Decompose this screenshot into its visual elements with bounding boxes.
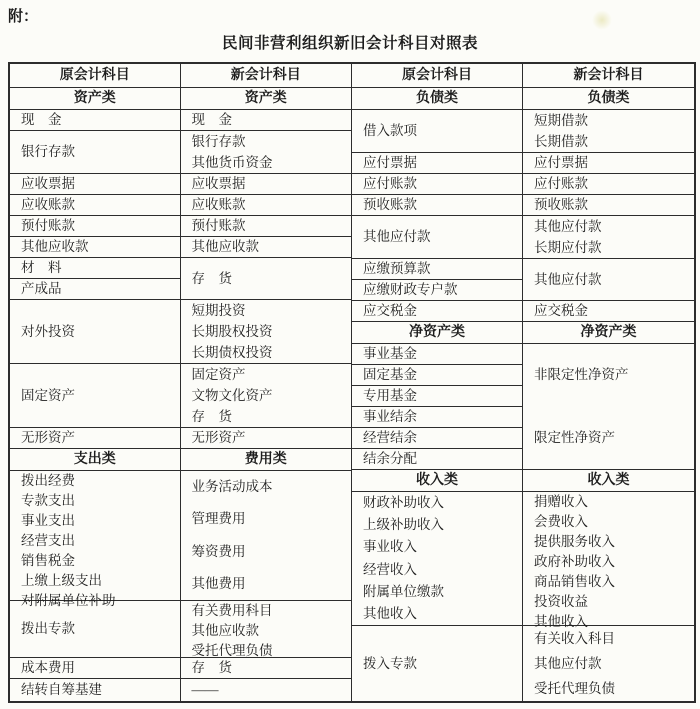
subject-text: 其他应付款 [363, 229, 431, 244]
new-category-cell [523, 322, 694, 343]
old-subject-cell [352, 174, 523, 194]
subject-text: 经营结余 [363, 430, 417, 445]
table-row [10, 679, 351, 701]
old-subject-header [352, 64, 523, 87]
subject-text: 其他费用 [191, 575, 246, 591]
subject-text: 其他应付款 [534, 271, 602, 287]
subject-text: 文物文化资产 [191, 387, 273, 403]
subject-text: 其他收入 [363, 605, 417, 621]
category-label: 净资产类 [580, 324, 637, 340]
table-row [10, 174, 351, 195]
category-row-net-assets [352, 322, 694, 344]
subject-text: 预付账款 [191, 218, 246, 233]
category-row-assets [10, 88, 351, 110]
header-row [10, 64, 351, 88]
new-subject-cell [181, 216, 352, 236]
old-subject-cell [10, 679, 181, 701]
new-subject-cell [181, 658, 352, 678]
new-subject-cell [523, 110, 694, 152]
subject-text: 非限定性净资产 [534, 367, 629, 383]
table-row [10, 300, 351, 364]
new-subject-cell [523, 259, 694, 300]
old-subject-cell [10, 364, 181, 427]
old-subject-cell [352, 153, 523, 173]
old-subject-cell [352, 386, 522, 407]
old-subject-cell [10, 216, 181, 236]
subject-text: 筹资费用 [191, 543, 246, 559]
table-row [10, 110, 351, 131]
old-subject-cell [10, 131, 181, 173]
subject-text: 应缴财政专户款 [363, 282, 458, 297]
old-subject-group [352, 344, 523, 469]
subject-text: 商品销售收入 [534, 574, 615, 589]
subject-text: 其他应付款 [534, 655, 602, 671]
new-subject-cell [181, 679, 352, 701]
subject-text: 短期借款 [534, 112, 588, 128]
new-subject-cell [523, 344, 694, 469]
old-subject-cell [352, 280, 522, 300]
new-subject-cell [181, 131, 352, 173]
old-subject-cell [10, 471, 181, 608]
subject-text: 固定资产 [21, 387, 75, 403]
right-table-half [352, 64, 694, 701]
category-label: 负债类 [587, 90, 630, 106]
old-subject-cell [10, 195, 181, 215]
new-subject-cell [181, 428, 352, 448]
subject-text: 受托代理负债 [534, 680, 615, 696]
old-subject-cell [352, 110, 523, 152]
subject-text: 专款支出 [21, 493, 75, 508]
old-category-cell [352, 470, 523, 491]
old-category-cell [352, 322, 523, 343]
new-subject-cell [523, 492, 694, 629]
category-label: 收入类 [587, 472, 630, 488]
table-row [352, 110, 694, 153]
category-label: 净资产类 [409, 324, 465, 340]
subject-text: 应收票据 [191, 176, 246, 191]
scan-smudge [592, 10, 612, 30]
subject-text: 经营支出 [21, 533, 75, 548]
old-category-cell [10, 88, 181, 109]
old-subject-header [10, 64, 181, 87]
subject-text: 事业基金 [363, 346, 417, 361]
subject-text: 事业收入 [363, 539, 417, 555]
subject-text: 应收账款 [21, 197, 75, 212]
left-table-half [10, 64, 352, 701]
table-row [10, 428, 351, 449]
old-subject-cell [352, 301, 523, 321]
old-subject-cell [352, 492, 523, 625]
header-row [352, 64, 694, 88]
table-row [10, 237, 351, 258]
subject-text: 其他应付款 [534, 218, 602, 234]
subject-text: 财政补助收入 [363, 495, 444, 511]
table-row [352, 195, 694, 216]
subject-text: 成本费用 [21, 660, 75, 675]
subject-text: 销售税金 [21, 553, 75, 568]
table-row [10, 658, 351, 679]
header-label: 原会计科目 [59, 67, 130, 83]
table-row [10, 471, 351, 608]
subject-text: 专用基金 [363, 388, 417, 403]
subject-text: 其他货币资金 [191, 154, 273, 170]
category-label: 支出类 [73, 451, 116, 467]
table-row [352, 174, 694, 195]
old-subject-cell [352, 259, 522, 280]
subject-text: 上级补助收入 [363, 517, 444, 533]
table-row [352, 492, 694, 629]
subject-text: 其他收入 [534, 614, 588, 629]
new-subject-cell [181, 471, 352, 600]
subject-text: 应付票据 [363, 155, 417, 170]
old-subject-group [10, 258, 181, 299]
new-subject-cell [523, 195, 694, 215]
subject-text: 预付账款 [21, 218, 75, 233]
old-subject-cell [10, 300, 181, 363]
old-subject-cell [10, 174, 181, 194]
subject-text: 受托代理负债 [191, 643, 273, 658]
table-row [10, 601, 351, 658]
subject-text: 拨出经费 [21, 473, 75, 488]
new-subject-cell [181, 174, 352, 194]
subject-text: 事业支出 [21, 513, 75, 528]
subject-text: 限定性净资产 [534, 429, 615, 445]
subject-text: 会费收入 [534, 514, 588, 529]
subject-text: 预收账款 [534, 197, 588, 212]
new-category-cell [181, 88, 352, 109]
subject-text: 应付票据 [534, 155, 588, 170]
subject-text: 现 金 [191, 112, 232, 127]
subject-text: 存 货 [191, 660, 232, 675]
subject-text: 长期股权投资 [191, 323, 273, 339]
subject-text: 无形资产 [191, 430, 246, 445]
new-subject-cell [181, 237, 352, 257]
subject-text: 捐赠收入 [534, 494, 588, 509]
subject-text: 经营收入 [363, 561, 417, 577]
table-row [352, 216, 694, 259]
category-label: 收入类 [416, 472, 458, 488]
subject-text: 事业结余 [363, 409, 417, 424]
subject-text: 其他应收款 [191, 239, 259, 254]
new-subject-cell [523, 216, 694, 258]
subject-text: 管理费用 [191, 511, 246, 527]
subject-text: 应付账款 [363, 176, 417, 191]
new-subject-cell [523, 174, 694, 194]
old-subject-cell [10, 258, 180, 279]
subject-text: 材 料 [21, 260, 62, 275]
subject-text: —— [191, 682, 219, 697]
table-row [10, 131, 351, 174]
comparison-table [8, 62, 696, 703]
category-label: 资产类 [73, 90, 116, 106]
subject-text: 对附属单位补助 [21, 593, 116, 608]
subject-text: 拨出专款 [21, 621, 75, 636]
subject-text: 现 金 [21, 112, 62, 127]
old-subject-cell [10, 601, 181, 657]
old-subject-cell [10, 658, 181, 678]
new-subject-header [181, 64, 352, 87]
table-row [10, 364, 351, 428]
table-row [352, 626, 694, 701]
subject-text: 应付账款 [534, 176, 588, 191]
subject-text: 有关费用科目 [191, 603, 273, 618]
subject-text: 存 货 [191, 270, 232, 286]
subject-text: 存 货 [191, 408, 232, 424]
header-label: 新会计科目 [573, 67, 644, 83]
table-row [10, 195, 351, 216]
subject-text: 应收账款 [191, 197, 246, 212]
old-subject-cell [352, 449, 522, 469]
attachment-label: 附： [8, 9, 39, 25]
subject-text: 有关收入科目 [534, 630, 615, 646]
subject-text: 结余分配 [363, 451, 417, 466]
subject-text: 业务活动成本 [191, 479, 273, 495]
old-subject-cell [352, 428, 522, 449]
new-subject-cell [181, 195, 352, 215]
new-subject-cell [181, 364, 352, 427]
table-row-merged [10, 258, 351, 300]
subject-text: 投资收益 [534, 594, 588, 609]
subject-text: 长期借款 [534, 133, 588, 149]
subject-text: 拨入专款 [363, 655, 417, 671]
category-row-liabilities [352, 88, 694, 110]
subject-text: 借入款项 [363, 123, 417, 138]
old-subject-cell [352, 626, 523, 701]
subject-text: 其他应收款 [21, 239, 89, 254]
old-subject-cell [352, 407, 522, 428]
new-subject-cell [523, 301, 694, 321]
category-row-expenses [10, 449, 351, 471]
table-row-merged [352, 259, 694, 301]
table-row-merged [352, 344, 694, 470]
old-subject-cell [352, 344, 522, 365]
new-subject-cell [181, 601, 352, 657]
category-label: 负债类 [416, 90, 458, 106]
subject-text: 应交税金 [363, 303, 417, 318]
subject-text: 上缴上级支出 [21, 573, 102, 588]
subject-text: 短期投资 [191, 302, 246, 318]
old-subject-cell [10, 237, 181, 257]
subject-text: 结转自筹基建 [21, 682, 102, 697]
subject-text: 应交税金 [534, 303, 588, 318]
old-subject-cell [352, 365, 522, 386]
subject-text: 其他应收款 [191, 623, 259, 638]
subject-text: 政府补助收入 [534, 554, 615, 569]
subject-text: 银行存款 [191, 133, 246, 149]
header-label: 原会计科目 [402, 67, 472, 83]
subject-text: 长期债权投资 [191, 344, 273, 360]
old-subject-cell [10, 110, 181, 130]
subject-text: 对外投资 [21, 323, 75, 339]
new-subject-cell [181, 300, 352, 363]
header-label: 新会计科目 [230, 67, 301, 83]
old-category-cell [352, 88, 523, 109]
old-subject-cell [10, 279, 180, 299]
category-label: 费用类 [244, 451, 287, 467]
new-subject-header [523, 64, 694, 87]
subject-text: 应缴预算款 [363, 261, 431, 276]
new-category-cell [181, 449, 352, 470]
subject-text: 预收账款 [363, 197, 417, 212]
category-label: 资产类 [244, 90, 287, 106]
table-row [352, 301, 694, 322]
new-subject-cell [523, 153, 694, 173]
page-title: 民间非营利组织新旧会计科目对照表 [221, 35, 478, 52]
old-subject-cell [352, 195, 523, 215]
subject-text: 无形资产 [21, 430, 75, 445]
table-row [352, 153, 694, 174]
old-category-cell [10, 449, 181, 470]
subject-text: 银行存款 [21, 144, 75, 159]
subject-text: 附属单位缴款 [363, 583, 444, 599]
new-subject-cell [523, 626, 694, 701]
old-subject-cell [10, 428, 181, 448]
new-category-cell [523, 470, 694, 491]
new-subject-cell [181, 258, 352, 299]
subject-text: 提供服务收入 [534, 534, 615, 549]
old-subject-cell [352, 216, 523, 258]
subject-text: 固定基金 [363, 367, 417, 382]
category-row-income [352, 470, 694, 492]
table-row [10, 216, 351, 237]
new-category-cell [523, 88, 694, 109]
subject-text: 长期应付款 [534, 239, 602, 255]
subject-text: 固定资产 [191, 366, 246, 382]
subject-text: 应收票据 [21, 176, 75, 191]
subject-text: 产成品 [21, 281, 62, 296]
old-subject-group [352, 259, 523, 300]
new-subject-cell [181, 110, 352, 130]
